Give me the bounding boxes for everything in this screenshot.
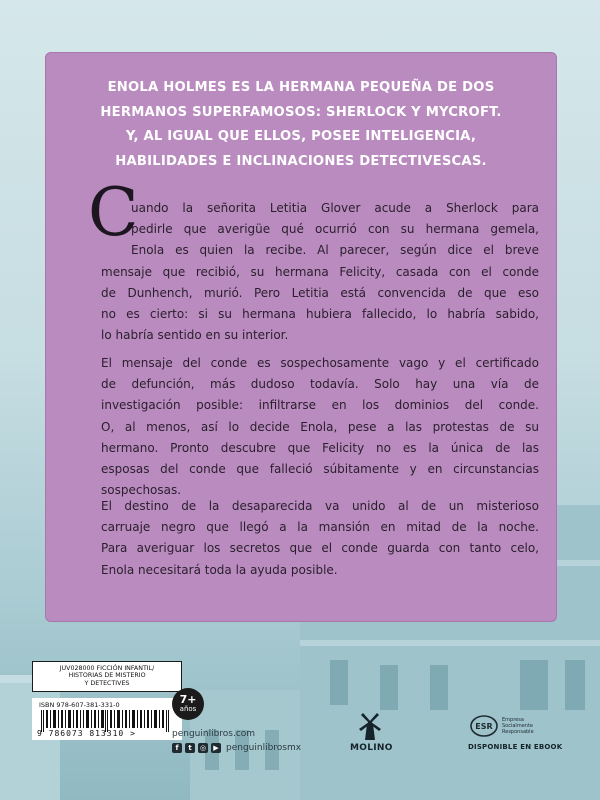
text-line: sospechosas.: [101, 483, 182, 498]
text-line: pedirle que averigüe qué ocurrió con su hermana gemela,: [131, 222, 539, 237]
youtube-icon[interactable]: ▶: [211, 743, 221, 753]
text-line: de defunción, más dudoso todavía. Solo hay una vía de: [101, 377, 539, 392]
text-line: de Dunhench, murió. Pero Letitia está convencida de que eso: [101, 285, 539, 300]
text-line: El mensaje del conde es sospechosamente vago y el certificado: [101, 356, 539, 370]
facebook-icon[interactable]: f: [172, 743, 182, 753]
esr-line: Socialmente: [502, 723, 533, 729]
text-line: lo habría sentido en su interior.: [101, 328, 289, 343]
ebook-availability: DISPONIBLE EN EBOOK: [468, 743, 563, 751]
isbn-barcode: [32, 698, 182, 740]
tagline: [45, 76, 557, 174]
tagline-line: HERMANOS SUPERFAMOSOS: SHERLOCK Y MYCROFT.: [100, 104, 502, 120]
text-line: Para averiguar los secretos que el conde guarda con tanto celo,: [101, 541, 539, 556]
tagline-line: HABILIDADES E INCLINACIONES DETECTIVESCAS.: [115, 153, 487, 169]
esr-caption: [502, 717, 534, 735]
isbn-label: ISBN 978-607-381-331-0: [39, 701, 120, 709]
social-handle: penguinlibrosmx: [226, 743, 302, 753]
text-line: no es cierto: si su hermana hubiera fallecido, lo habría sabido,: [101, 307, 539, 322]
text-line: Enola es quien la recibe. Al parecer, según dice el breve: [131, 243, 539, 258]
text-line: uando la señorita Letitia Glover acude a Sherlock para: [131, 201, 539, 215]
bisac-line: Y DETECTIVES: [84, 679, 130, 687]
text-line: carruaje negro que llegó a la mansión en mitad de la noche.: [101, 520, 539, 535]
synopsis-paragraph-1: [101, 198, 539, 346]
esr-line: Responsable: [502, 729, 534, 735]
website-link[interactable]: penguinlibros.com: [172, 729, 256, 739]
social-media-row: [172, 742, 301, 754]
esr-mark: ESR: [475, 722, 493, 731]
age-rating-number: 7+: [179, 693, 197, 706]
text-line: El destino de la desaparecida va unido al de un misterioso: [101, 499, 539, 513]
text-line: hermano. Pronto descubre que Felicity no es la única de las: [101, 440, 539, 455]
publisher-name: MOLINO: [350, 743, 393, 753]
synopsis-paragraph-3: [101, 496, 539, 581]
twitter-icon[interactable]: t: [185, 743, 195, 753]
drop-cap: C: [88, 174, 139, 251]
synopsis-panel: [45, 52, 557, 622]
tagline-line: Y, AL IGUAL QUE ELLOS, POSEE INTELIGENCIA,: [125, 129, 477, 144]
isbn-digits: 9 786073 813310 >: [37, 729, 136, 738]
bisac-category-box: [32, 661, 182, 692]
text-line: mensaje que recibió, su hermana Felicity, casada con el conde: [101, 264, 539, 279]
bisac-line: JUV028000 FICCIÓN INFANTIL/: [59, 665, 155, 672]
age-rating-badge: [172, 688, 204, 720]
instagram-icon[interactable]: ◎: [199, 744, 207, 752]
bisac-line: HISTORIAS DE MISTERIO: [68, 672, 146, 680]
windmill-logo-icon: [358, 712, 382, 740]
esr-line: Empresa: [502, 717, 524, 723]
text-line: O, al menos, así lo decide Enola, pese a las protestas de su: [101, 419, 539, 434]
text-line: esposas del conde que falleció súbitamente y en circunstancias: [101, 462, 539, 477]
text-line: investigación posible: infiltrarse en los dominios del conde.: [101, 398, 539, 413]
text-line: Enola necesitará toda la ayuda posible.: [101, 562, 338, 577]
esr-seal-icon: [470, 715, 498, 737]
age-rating-unit: años: [179, 705, 197, 713]
synopsis-paragraph-2: [101, 353, 539, 501]
tagline-line: ENOLA HOLMES ES LA HERMANA PEQUEÑA DE DOS: [107, 80, 495, 95]
